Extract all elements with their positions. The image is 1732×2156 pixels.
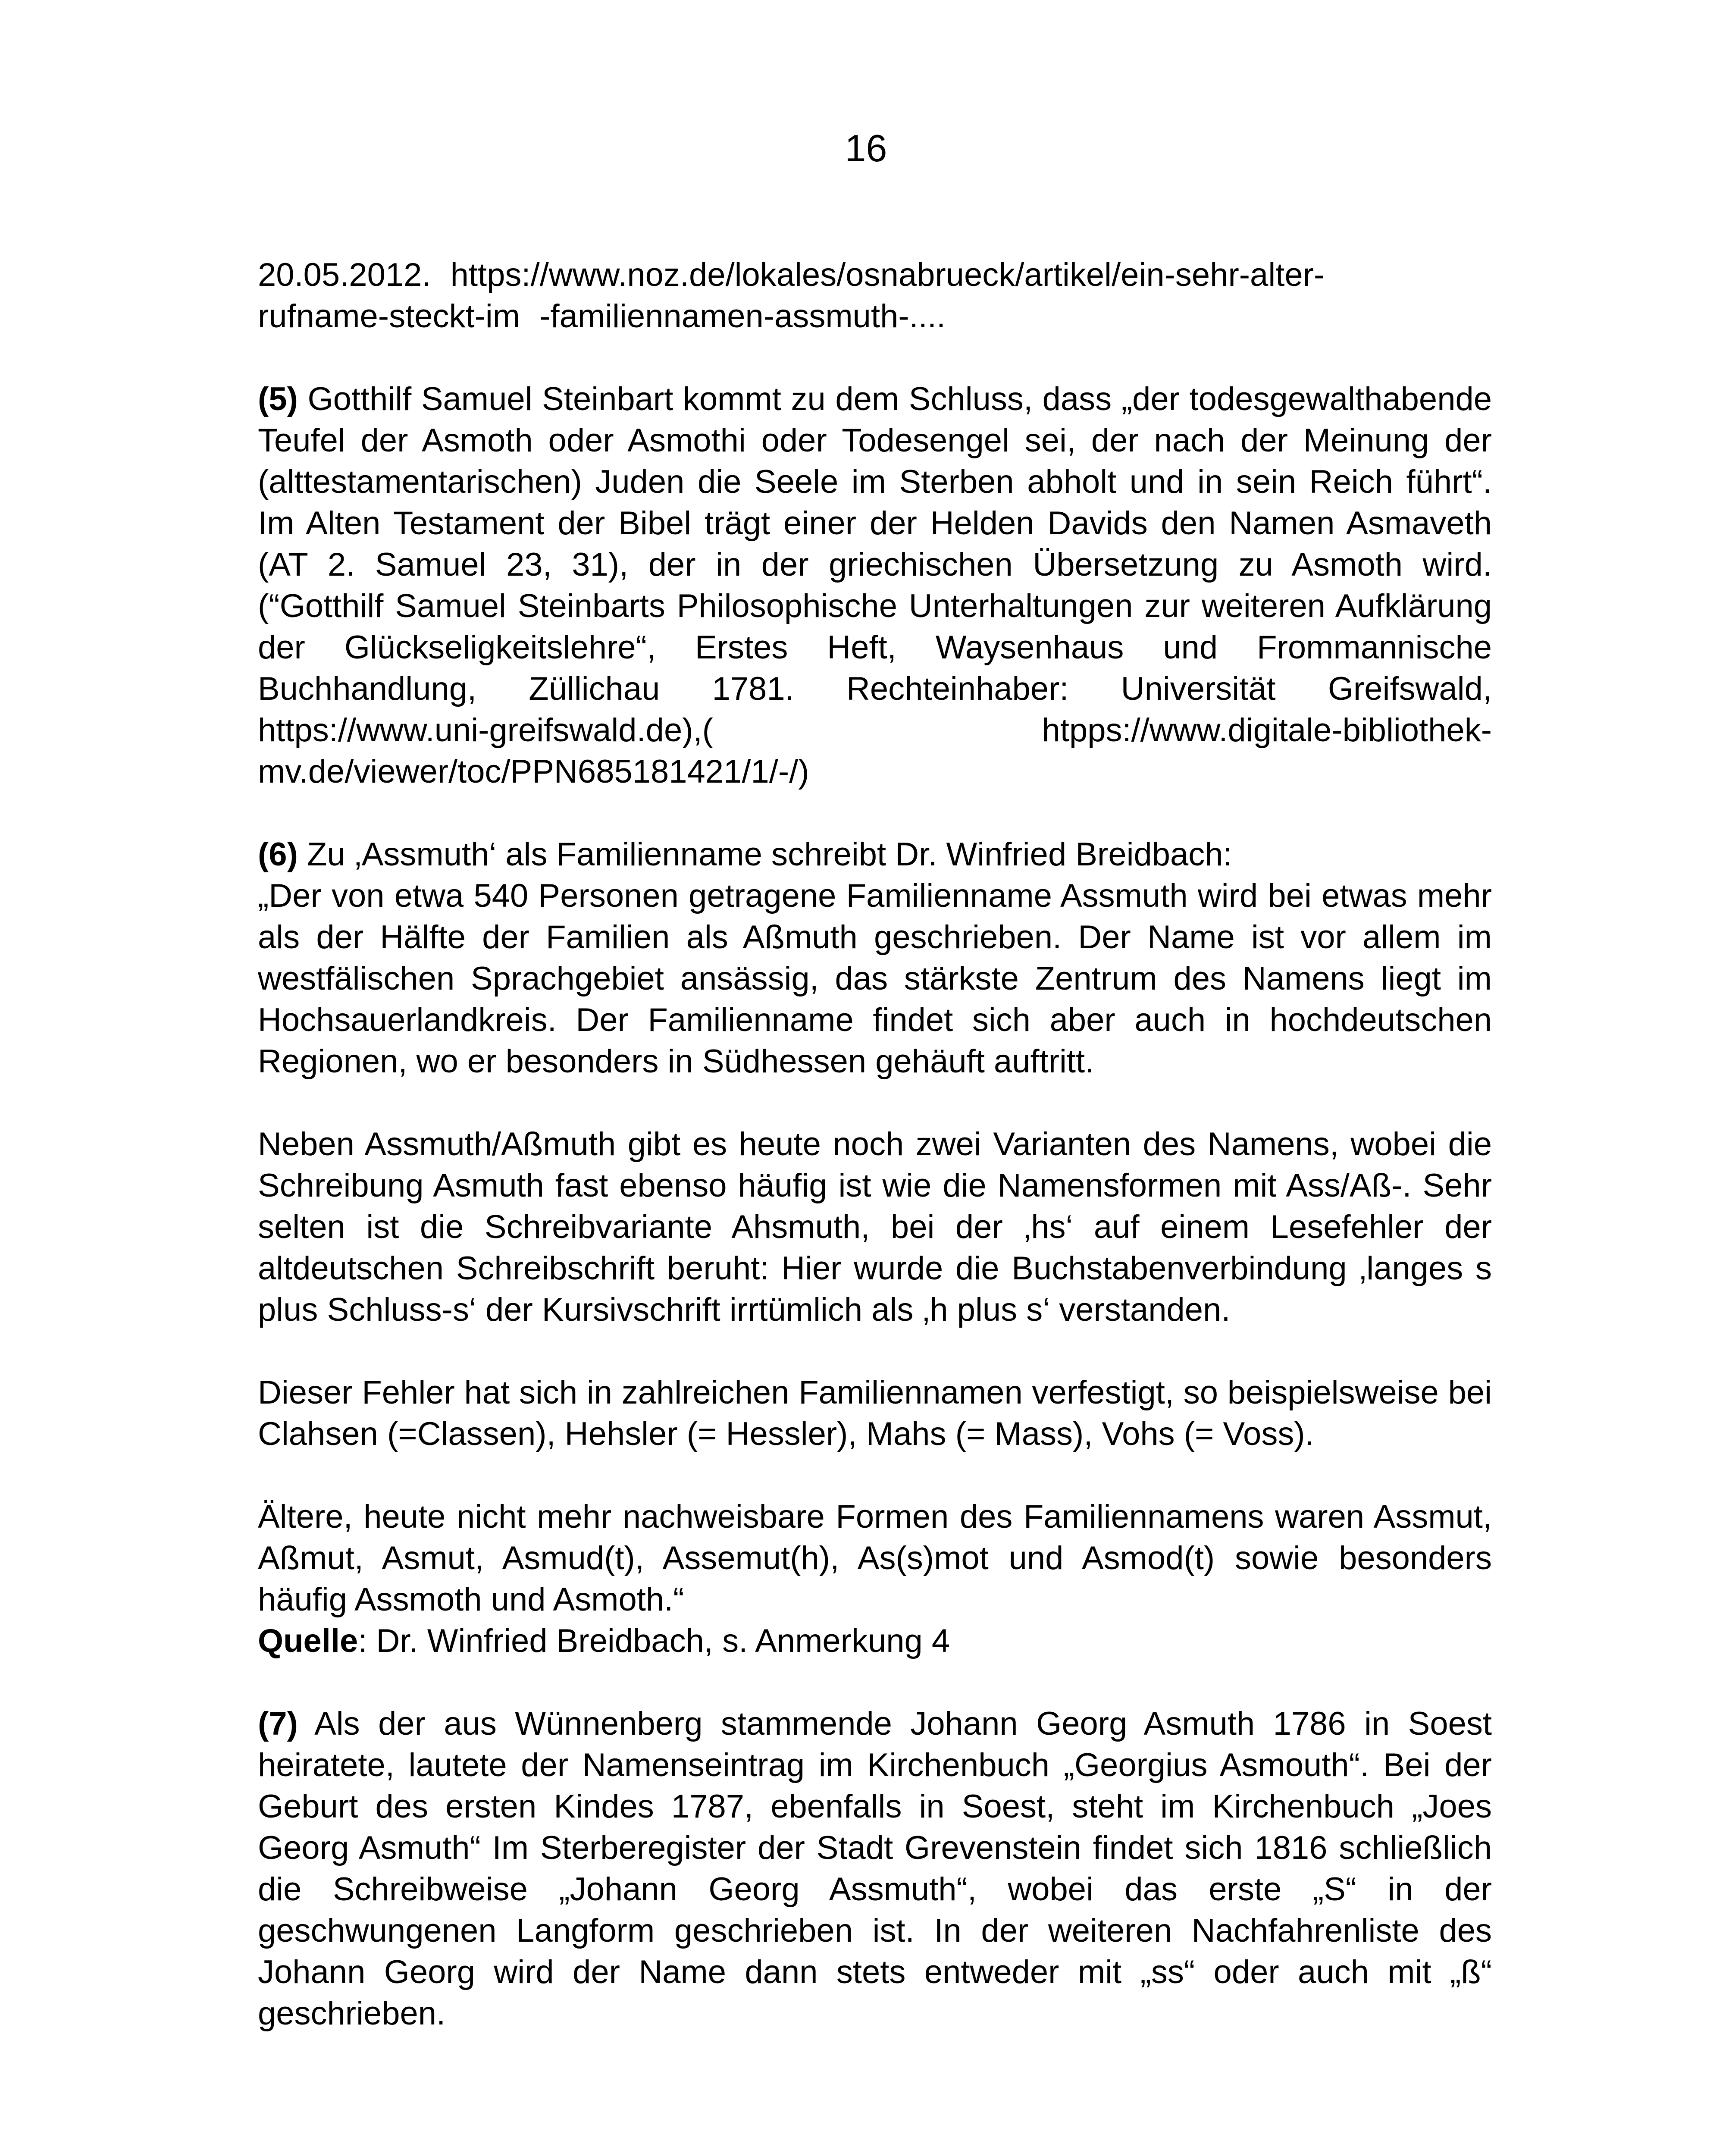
reference-line bbox=[258, 254, 1492, 337]
source-label: Quelle bbox=[258, 1623, 358, 1659]
page-number: 16 bbox=[845, 127, 887, 169]
reference-date: 20.05.2012. bbox=[258, 257, 431, 293]
note-7 bbox=[258, 1703, 1492, 2034]
note-6-source bbox=[258, 1620, 1492, 1662]
note-5 bbox=[258, 379, 1492, 793]
note-7-tag: (7) bbox=[258, 1705, 298, 1742]
note-6-intro-text: Zu ‚Assmuth‘ als Familienname schreibt Dr. Winfried Breidbach: bbox=[298, 836, 1232, 873]
note-6-paragraph-2: Neben Assmuth/Aßmuth gibt es heute noch zwei Varianten des Namens, wobei die Schreibung Asmuth fast ebenso häufig ist wie die Namensformen mit Ass/Aß-. Sehr selten ist die Schreibvariante Ahsmuth, bei der ‚hs‘ auf einem Lesefehler der altdeutschen Schreibschrift beruht: Hier wurde die Buchstabenverbindung ‚langes s plus Schluss-s‘ der Kursivschrift irrtümlich als ‚h plus s‘ verstanden. bbox=[258, 1126, 1492, 1328]
note-7-text: Als der aus Wünnenberg stammende Johann Georg Asmuth 1786 in Soest heiratete, lautete der Namenseintrag im Kirchenbuch „Georgius Asmouth“. Bei der Geburt des ersten Kindes 1787, ebenfalls in Soest, steht im Kirchenbuch „Joes Georg Asmuth“ Im Sterberegister der Stadt Grevenstein findet sich 1816 schließlich die Schreibweise „Johann Georg Assmuth“, wobei das erste „S“ in der geschwungenen Langform geschrieben ist. In der weiteren Nachfahrenliste des Johann Georg wird der Name dann stets entweder mit „ss“ oder auch mit „ß“ geschrieben. bbox=[258, 1705, 1492, 2032]
source-text: : Dr. Winfried Breidbach, s. Anmerkung 4 bbox=[358, 1623, 950, 1659]
note-6-intro bbox=[258, 834, 1492, 875]
note-5-text: Gotthilf Samuel Steinbart kommt zu dem Schluss, dass „der todesgewalthabende Teufel der Asmoth oder Asmothi oder Todesengel sei, der nach der Meinung der (alttestamentarischen) Juden die Seele im Sterben abholt und in sein Reich führt“. Im Alten Testament der Bibel trägt einer der Helden Davids den Namen Asmaveth (AT 2. Samuel 23, 31), der in der griechischen Übersetzung zu Asmoth wird. (“Gotthilf Samuel Steinbarts Philosophische Unterhaltungen zur weiteren Aufklärung der Glückseligkeitslehre“, Erstes Heft, Waysenhaus und Frommannische Buchhandlung, Züllichau 1781. Rechteinhaber: Universität Greifswald, https://www.uni-greifswald.de),( htpps://www.digitale-bibliothek-mv.de/viewer/toc/PPN685181421/1/-/) bbox=[258, 381, 1492, 790]
reference-url[interactable]: https://www.noz.de/lokales/osnabrueck/artikel/ein-sehr-alter- rufname-steckt-im -familiennamen-assmuth-.... bbox=[258, 257, 1325, 335]
note-6-paragraph-1: „Der von etwa 540 Personen getragene Familienname Assmuth wird bei etwas mehr als der Hälfte der Familien als Aßmuth geschrieben. Der Name ist vor allem im westfälischen Sprachgebiet ansässig, das stärkste Zentrum des Namens liegt im Hochsauerlandkreis. Der Familienname findet sich aber auch in hochdeutschen Regionen, wo er besonders in Südhessen gehäuft auftritt. bbox=[258, 877, 1492, 1080]
document-body bbox=[258, 254, 1492, 2034]
note-6-paragraph-4: Ältere, heute nicht mehr nachweisbare Formen des Familiennamens waren Assmut, Aßmut, Asmut, Asmud(t), Assemut(h), As(s)mot und Asmod(t) sowie besonders häufig Assmoth und Asmoth.“ bbox=[258, 1498, 1492, 1618]
note-6-paragraph-3: Dieser Fehler hat sich in zahlreichen Familiennamen verfestigt, so beispielsweise bei Clahsen (=Classen), Hehsler (= Hessler), Mahs (= Mass), Vohs (= Voss). bbox=[258, 1374, 1492, 1452]
note-5-tag: (5) bbox=[258, 381, 298, 417]
note-6-tag: (6) bbox=[258, 836, 298, 873]
